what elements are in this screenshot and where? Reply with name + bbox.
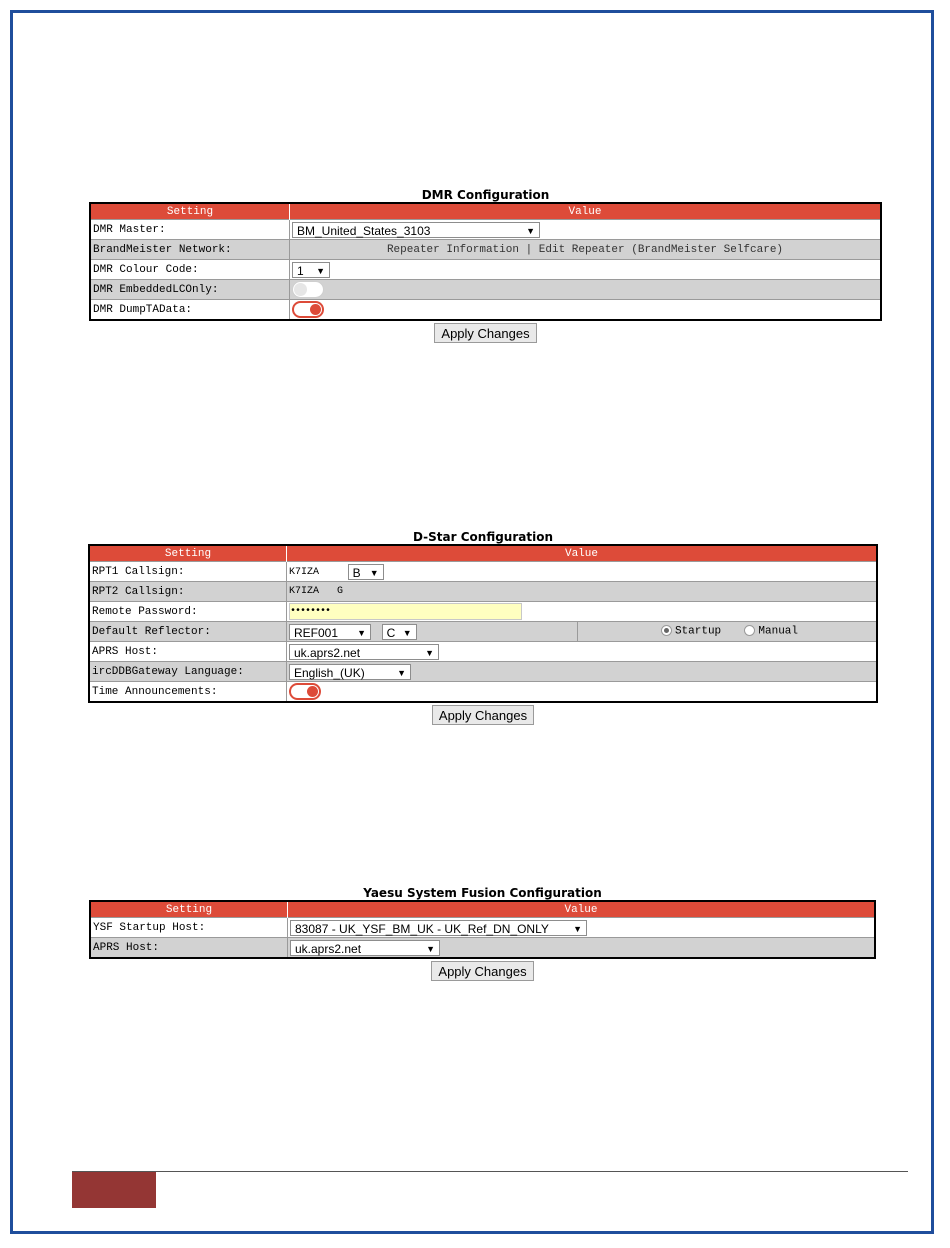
ysf-table [89, 900, 876, 959]
aprs-label: APRS Host: [89, 642, 287, 662]
dump-toggle[interactable] [292, 301, 324, 318]
dstar-title: D-Star Configuration [412, 530, 553, 544]
colour-code-label: DMR Colour Code: [90, 260, 290, 280]
link-separator: | [525, 243, 533, 256]
rpt1-callsign: K7IZA [289, 567, 320, 579]
reflector-label: Default Reflector: [89, 622, 287, 642]
table-row [90, 240, 881, 260]
time-toggle[interactable] [289, 683, 321, 700]
toggle-knob-icon [294, 283, 307, 296]
time-label: Time Announcements: [89, 682, 287, 703]
table-row [90, 260, 881, 280]
table-row [90, 938, 875, 959]
table-row [90, 220, 881, 240]
reflector-module-value: C [386, 625, 396, 640]
startup-radio[interactable] [661, 625, 672, 636]
network-label: BrandMeister Network: [90, 240, 290, 260]
rpt1-module-value: B [352, 565, 361, 580]
footer-rule [72, 1171, 908, 1172]
table-row [89, 602, 877, 622]
language-label: ircDDBGateway Language: [89, 662, 287, 682]
startup-label: Startup [674, 625, 722, 638]
reflector-module-select[interactable] [382, 624, 417, 640]
dstar-section [88, 530, 878, 725]
password-field[interactable]: •••••••• [289, 603, 522, 620]
table-row [89, 682, 877, 703]
ysf-aprs-label: APRS Host: [90, 938, 288, 959]
chevron-down-icon: ▼ [526, 225, 535, 236]
ysf-startup-label: YSF Startup Host: [90, 918, 288, 938]
colour-code-select[interactable] [292, 262, 330, 278]
rpt1-label: RPT1 Callsign: [89, 562, 287, 582]
dmr-master-label: DMR Master: [90, 220, 290, 240]
chevron-down-icon: ▼ [426, 943, 435, 954]
toggle-knob-icon [307, 686, 318, 697]
dmr-title: DMR Configuration [421, 188, 550, 202]
table-row [89, 662, 877, 682]
embedded-toggle[interactable] [292, 281, 324, 298]
edit-repeater-link[interactable]: Edit Repeater (BrandMeister Selfcare) [538, 243, 784, 256]
colour-code-value: 1 [297, 263, 304, 278]
ysf-aprs-select[interactable] [290, 940, 440, 956]
dump-label: DMR DumpTAData: [90, 300, 290, 321]
setting-header: Setting [89, 545, 287, 562]
ysf-title: Yaesu System Fusion Configuration [363, 886, 602, 900]
ysf-startup-select[interactable] [290, 920, 587, 936]
dmr-master-value: BM_United_States_3103 [297, 223, 431, 238]
ysf-apply-button[interactable]: Apply Changes [431, 961, 533, 981]
dmr-table [89, 202, 882, 321]
chevron-down-icon: ▼ [402, 627, 412, 638]
dmr-master-select[interactable] [292, 222, 540, 238]
table-row [89, 622, 877, 642]
value-header: Value [287, 545, 878, 562]
reflector-value: REF001 [294, 625, 339, 640]
chevron-down-icon: ▼ [369, 567, 379, 578]
reflector-select[interactable] [289, 624, 371, 640]
table-row [90, 300, 881, 321]
table-row [89, 562, 877, 582]
value-header: Value [290, 203, 882, 220]
aprs-select[interactable] [289, 644, 439, 660]
setting-header: Setting [90, 901, 288, 918]
table-row [90, 918, 875, 938]
language-value: English_(UK) [294, 665, 365, 680]
chevron-down-icon: ▼ [573, 923, 582, 934]
table-row [89, 582, 877, 602]
ysf-section [89, 886, 876, 981]
aprs-value: uk.aprs2.net [294, 645, 361, 660]
password-label: Remote Password: [89, 602, 287, 622]
rpt2-label: RPT2 Callsign: [89, 582, 287, 602]
rpt1-module-select[interactable] [348, 564, 384, 580]
chevron-down-icon: ▼ [316, 265, 325, 276]
value-header: Value [288, 901, 876, 918]
chevron-down-icon: ▼ [425, 647, 434, 658]
dstar-apply-button[interactable]: Apply Changes [432, 705, 534, 725]
manual-label: Manual [758, 625, 798, 638]
chevron-down-icon: ▼ [397, 667, 406, 678]
table-row [90, 280, 881, 300]
ysf-startup-value: 83087 - UK_YSF_BM_UK - UK_Ref_DN_ONLY [295, 921, 549, 936]
rpt2-value: K7IZA G [287, 582, 878, 602]
embedded-label: DMR EmbeddedLCOnly: [90, 280, 290, 300]
ysf-aprs-value: uk.aprs2.net [295, 941, 362, 956]
toggle-knob-icon [310, 304, 321, 315]
language-select[interactable] [289, 664, 411, 680]
dmr-section [89, 188, 882, 343]
table-row [89, 642, 877, 662]
chevron-down-icon: ▼ [357, 627, 366, 638]
repeater-info-link[interactable]: Repeater Information [386, 243, 519, 256]
dmr-apply-button[interactable]: Apply Changes [434, 323, 536, 343]
setting-header: Setting [90, 203, 290, 220]
footer-accent-block [72, 1172, 156, 1208]
dstar-table [88, 544, 878, 703]
manual-radio[interactable] [744, 625, 755, 636]
